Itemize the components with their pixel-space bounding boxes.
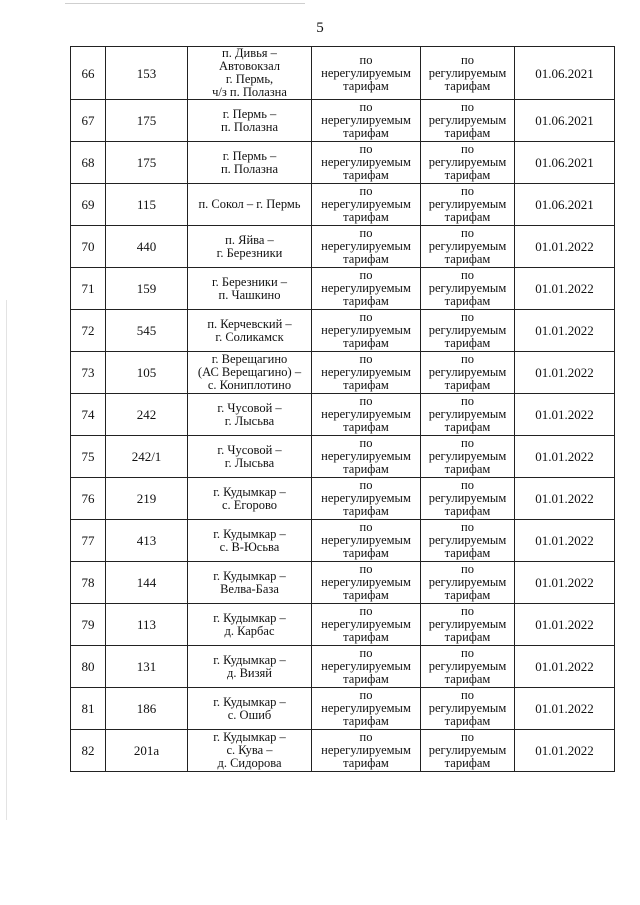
cell-tariff-regulated: по регулируемым тарифам xyxy=(421,226,515,268)
cell-route-number: 186 xyxy=(106,688,188,730)
cell-tariff-unregulated: по нерегулируемым тарифам xyxy=(312,268,421,310)
cell-tariff-regulated: по регулируемым тарифам xyxy=(421,520,515,562)
cell-route-name: п. Дивья – Автовокзал г. Пермь, ч/з п. Полазна xyxy=(188,47,312,100)
table-row xyxy=(71,394,615,436)
cell-tariff-regulated: по регулируемым тарифам xyxy=(421,352,515,394)
cell-start-date: 01.06.2021 xyxy=(515,142,615,184)
cell-row-number: 81 xyxy=(71,688,106,730)
cell-tariff-regulated: по регулируемым тарифам xyxy=(421,730,515,772)
cell-route-number: 159 xyxy=(106,268,188,310)
cell-start-date: 01.01.2022 xyxy=(515,394,615,436)
cell-start-date: 01.01.2022 xyxy=(515,730,615,772)
cell-tariff-unregulated: по нерегулируемым тарифам xyxy=(312,226,421,268)
cell-row-number: 68 xyxy=(71,142,106,184)
table-row xyxy=(71,352,615,394)
cell-tariff-unregulated: по нерегулируемым тарифам xyxy=(312,436,421,478)
cell-tariff-unregulated: по нерегулируемым тарифам xyxy=(312,562,421,604)
cell-route-name: г. Кудымкар – с. Ошиб xyxy=(188,688,312,730)
cell-tariff-unregulated: по нерегулируемым тарифам xyxy=(312,47,421,100)
cell-tariff-regulated: по регулируемым тарифам xyxy=(421,142,515,184)
cell-route-number: 413 xyxy=(106,520,188,562)
cell-tariff-unregulated: по нерегулируемым тарифам xyxy=(312,352,421,394)
table-row xyxy=(71,184,615,226)
cell-row-number: 72 xyxy=(71,310,106,352)
table-row xyxy=(71,268,615,310)
cell-row-number: 70 xyxy=(71,226,106,268)
cell-tariff-unregulated: по нерегулируемым тарифам xyxy=(312,478,421,520)
table-row xyxy=(71,100,615,142)
cell-route-number: 144 xyxy=(106,562,188,604)
cell-start-date: 01.01.2022 xyxy=(515,604,615,646)
cell-tariff-regulated: по регулируемым тарифам xyxy=(421,100,515,142)
cell-row-number: 75 xyxy=(71,436,106,478)
table-row xyxy=(71,226,615,268)
cell-tariff-regulated: по регулируемым тарифам xyxy=(421,310,515,352)
cell-route-name: г. Кудымкар – д. Визяй xyxy=(188,646,312,688)
cell-start-date: 01.01.2022 xyxy=(515,268,615,310)
cell-route-number: 242 xyxy=(106,394,188,436)
cell-route-number: 113 xyxy=(106,604,188,646)
routes-table xyxy=(70,46,615,772)
cell-route-number: 131 xyxy=(106,646,188,688)
cell-tariff-unregulated: по нерегулируемым тарифам xyxy=(312,604,421,646)
cell-route-name: г. Чусовой – г. Лысьва xyxy=(188,436,312,478)
cell-route-number: 175 xyxy=(106,142,188,184)
cell-route-name: п. Сокол – г. Пермь xyxy=(188,184,312,226)
cell-row-number: 71 xyxy=(71,268,106,310)
table-row xyxy=(71,310,615,352)
cell-tariff-unregulated: по нерегулируемым тарифам xyxy=(312,100,421,142)
cell-tariff-unregulated: по нерегулируемым тарифам xyxy=(312,688,421,730)
cell-row-number: 74 xyxy=(71,394,106,436)
cell-start-date: 01.01.2022 xyxy=(515,352,615,394)
cell-route-number: 201а xyxy=(106,730,188,772)
cell-route-number: 242/1 xyxy=(106,436,188,478)
cell-route-name: п. Яйва – г. Березники xyxy=(188,226,312,268)
table-row xyxy=(71,562,615,604)
top-rule-line xyxy=(65,3,305,4)
cell-tariff-regulated: по регулируемым тарифам xyxy=(421,184,515,226)
cell-row-number: 66 xyxy=(71,47,106,100)
cell-tariff-unregulated: по нерегулируемым тарифам xyxy=(312,310,421,352)
table-row xyxy=(71,47,615,100)
cell-route-name: г. Пермь – п. Полазна xyxy=(188,142,312,184)
cell-route-number: 153 xyxy=(106,47,188,100)
table-row xyxy=(71,520,615,562)
cell-start-date: 01.06.2021 xyxy=(515,184,615,226)
cell-tariff-regulated: по регулируемым тарифам xyxy=(421,646,515,688)
table-row xyxy=(71,730,615,772)
cell-start-date: 01.06.2021 xyxy=(515,100,615,142)
cell-route-name: г. Кудымкар – с. Егорово xyxy=(188,478,312,520)
cell-route-number: 175 xyxy=(106,100,188,142)
cell-tariff-regulated: по регулируемым тарифам xyxy=(421,688,515,730)
cell-tariff-regulated: по регулируемым тарифам xyxy=(421,268,515,310)
cell-tariff-regulated: по регулируемым тарифам xyxy=(421,394,515,436)
cell-route-number: 440 xyxy=(106,226,188,268)
cell-start-date: 01.01.2022 xyxy=(515,688,615,730)
cell-tariff-regulated: по регулируемым тарифам xyxy=(421,604,515,646)
cell-tariff-regulated: по регулируемым тарифам xyxy=(421,436,515,478)
cell-route-number: 545 xyxy=(106,310,188,352)
cell-start-date: 01.06.2021 xyxy=(515,47,615,100)
cell-start-date: 01.01.2022 xyxy=(515,436,615,478)
cell-row-number: 67 xyxy=(71,100,106,142)
cell-start-date: 01.01.2022 xyxy=(515,646,615,688)
cell-row-number: 78 xyxy=(71,562,106,604)
cell-route-name: п. Керчевский – г. Соликамск xyxy=(188,310,312,352)
cell-row-number: 73 xyxy=(71,352,106,394)
cell-route-number: 115 xyxy=(106,184,188,226)
cell-row-number: 80 xyxy=(71,646,106,688)
page-number: 5 xyxy=(316,20,324,36)
cell-route-name: г. Кудымкар – Велва-База xyxy=(188,562,312,604)
cell-tariff-unregulated: по нерегулируемым тарифам xyxy=(312,520,421,562)
cell-row-number: 77 xyxy=(71,520,106,562)
table-row xyxy=(71,436,615,478)
table-row xyxy=(71,646,615,688)
routes-table-body xyxy=(71,47,615,772)
cell-tariff-unregulated: по нерегулируемым тарифам xyxy=(312,730,421,772)
cell-tariff-unregulated: по нерегулируемым тарифам xyxy=(312,142,421,184)
table-row xyxy=(71,142,615,184)
cell-tariff-regulated: по регулируемым тарифам xyxy=(421,47,515,100)
cell-start-date: 01.01.2022 xyxy=(515,310,615,352)
cell-row-number: 69 xyxy=(71,184,106,226)
cell-row-number: 79 xyxy=(71,604,106,646)
table-row xyxy=(71,688,615,730)
cell-route-name: г. Чусовой – г. Лысьва xyxy=(188,394,312,436)
cell-tariff-regulated: по регулируемым тарифам xyxy=(421,478,515,520)
cell-route-name: г. Кудымкар – с. В-Юсьва xyxy=(188,520,312,562)
cell-tariff-unregulated: по нерегулируемым тарифам xyxy=(312,184,421,226)
cell-tariff-unregulated: по нерегулируемым тарифам xyxy=(312,646,421,688)
cell-route-number: 219 xyxy=(106,478,188,520)
cell-row-number: 82 xyxy=(71,730,106,772)
cell-start-date: 01.01.2022 xyxy=(515,562,615,604)
cell-route-name: г. Верещагино (АС Верещагино) – с. Кониплотино xyxy=(188,352,312,394)
cell-start-date: 01.01.2022 xyxy=(515,478,615,520)
cell-route-name: г. Пермь – п. Полазна xyxy=(188,100,312,142)
cell-route-name: г. Березники – п. Чашкино xyxy=(188,268,312,310)
cell-row-number: 76 xyxy=(71,478,106,520)
cell-route-name: г. Кудымкар – д. Карбас xyxy=(188,604,312,646)
scan-edge-line xyxy=(6,300,7,820)
table-row xyxy=(71,478,615,520)
cell-tariff-unregulated: по нерегулируемым тарифам xyxy=(312,394,421,436)
cell-route-number: 105 xyxy=(106,352,188,394)
cell-route-name: г. Кудымкар – с. Кува – д. Сидорова xyxy=(188,730,312,772)
cell-tariff-regulated: по регулируемым тарифам xyxy=(421,562,515,604)
cell-start-date: 01.01.2022 xyxy=(515,226,615,268)
table-row xyxy=(71,604,615,646)
cell-start-date: 01.01.2022 xyxy=(515,520,615,562)
